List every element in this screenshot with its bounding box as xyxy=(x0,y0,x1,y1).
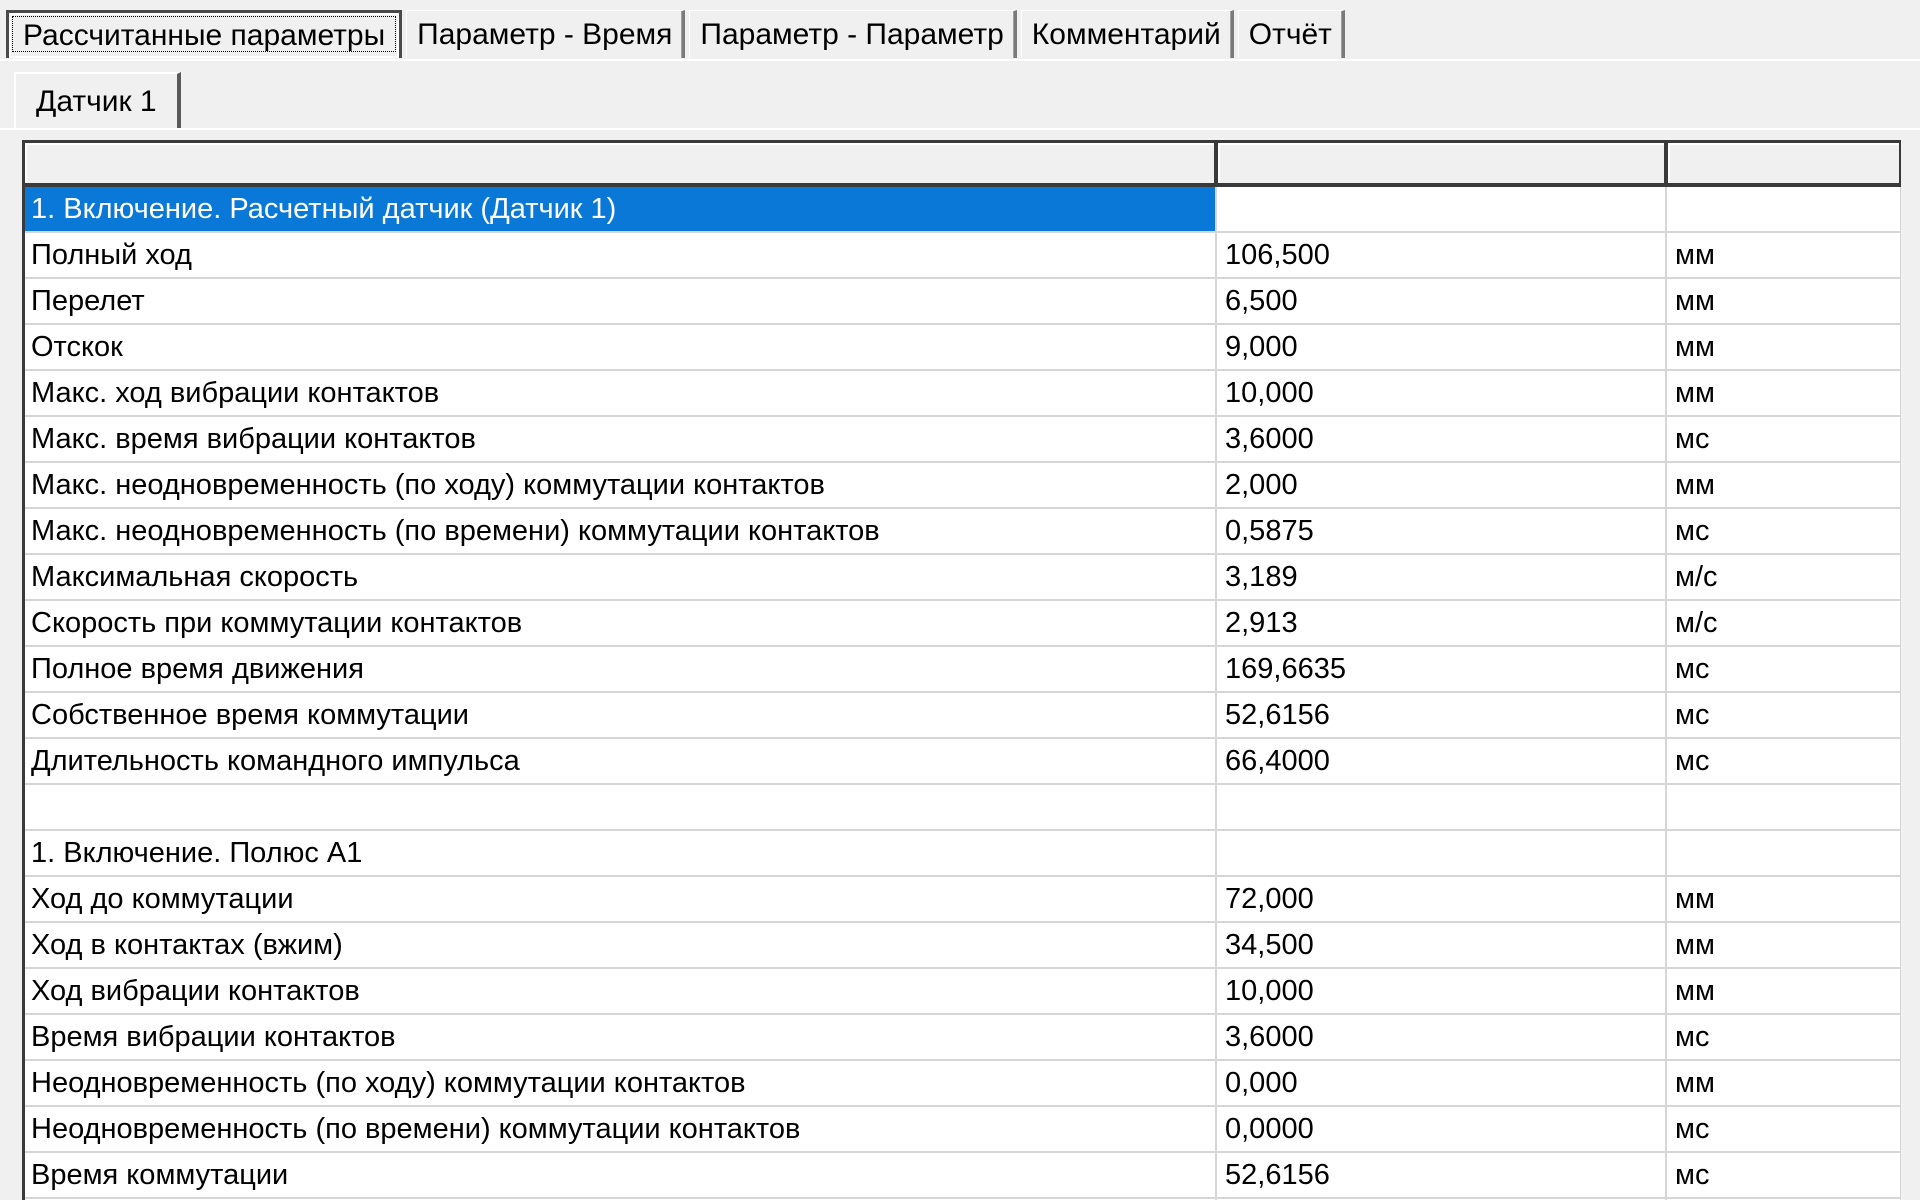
cell-unit[interactable] xyxy=(1666,185,1901,232)
cell-unit[interactable]: мм xyxy=(1666,922,1901,968)
column-header-name[interactable] xyxy=(25,143,1216,185)
table-row[interactable] xyxy=(25,232,1901,278)
cell-unit[interactable]: м/с xyxy=(1666,554,1901,600)
cell-unit[interactable]: мм xyxy=(1666,232,1901,278)
cell-value[interactable]: 3,6000 xyxy=(1216,1014,1666,1060)
table-row[interactable] xyxy=(25,1014,1901,1060)
cell-name[interactable]: 1. Включение. Расчетный датчик (Датчик 1) xyxy=(25,185,1216,232)
cell-unit[interactable]: мс xyxy=(1666,416,1901,462)
cell-value[interactable]: 66,4000 xyxy=(1216,738,1666,784)
cell-unit[interactable]: мс xyxy=(1666,1152,1901,1198)
tab-parameter-parameter[interactable]: Параметр - Параметр xyxy=(689,10,1016,58)
cell-unit[interactable]: мм xyxy=(1666,1060,1901,1106)
empty-row[interactable] xyxy=(25,784,1901,830)
cell-value[interactable]: 2,000 xyxy=(1216,462,1666,508)
table-row[interactable] xyxy=(25,462,1901,508)
cell-value[interactable]: 34,500 xyxy=(1216,922,1666,968)
cell-value[interactable] xyxy=(1216,830,1666,876)
cell-name[interactable]: Максимальная скорость xyxy=(25,554,1216,600)
table-row[interactable] xyxy=(25,738,1901,784)
cell-value[interactable]: 0,000 xyxy=(1216,1060,1666,1106)
table-row[interactable] xyxy=(25,1060,1901,1106)
tab-strip-divider xyxy=(0,59,1920,61)
cell-name[interactable]: Макс. неодновременность (по времени) коммутации контактов xyxy=(25,508,1216,554)
table-row[interactable] xyxy=(25,508,1901,554)
cell-unit[interactable]: мм xyxy=(1666,370,1901,416)
table-row[interactable] xyxy=(25,600,1901,646)
table-row[interactable] xyxy=(25,554,1901,600)
tab-sensor-1[interactable]: Датчик 1 xyxy=(14,72,181,130)
cell-name[interactable]: Перелет xyxy=(25,278,1216,324)
cell-unit[interactable]: мс xyxy=(1666,646,1901,692)
cell-value[interactable]: 52,6156 xyxy=(1216,692,1666,738)
cell-unit[interactable]: мс xyxy=(1666,692,1901,738)
cell-name[interactable]: Скорость при коммутации контактов xyxy=(25,600,1216,646)
cell-value[interactable]: 2,913 xyxy=(1216,600,1666,646)
tab-report[interactable]: Отчёт xyxy=(1238,10,1345,58)
table-row[interactable] xyxy=(25,324,1901,370)
cell-value[interactable] xyxy=(1216,784,1666,830)
group-header-row[interactable] xyxy=(25,830,1901,876)
cell-name[interactable]: Макс. время вибрации контактов xyxy=(25,416,1216,462)
cell-name[interactable]: Полное время движения xyxy=(25,646,1216,692)
cell-name[interactable]: Ход в контактах (вжим) xyxy=(25,922,1216,968)
cell-value[interactable]: 3,189 xyxy=(1216,554,1666,600)
cell-name[interactable]: Неодновременность (по времени) коммутации контактов xyxy=(25,1106,1216,1152)
table-row[interactable] xyxy=(25,370,1901,416)
cell-value[interactable]: 52,6156 xyxy=(1216,1152,1666,1198)
cell-name[interactable]: Время вибрации контактов xyxy=(25,1014,1216,1060)
cell-value[interactable]: 0,0000 xyxy=(1216,1106,1666,1152)
cell-unit[interactable]: мм xyxy=(1666,968,1901,1014)
table-row[interactable] xyxy=(25,416,1901,462)
cell-name[interactable]: Длительность командного импульса xyxy=(25,738,1216,784)
cell-unit[interactable]: мс xyxy=(1666,738,1901,784)
grid-header-row xyxy=(25,143,1901,185)
cell-value[interactable] xyxy=(1216,185,1666,232)
cell-name[interactable]: Собственное время коммутации xyxy=(25,692,1216,738)
cell-value[interactable]: 106,500 xyxy=(1216,232,1666,278)
cell-name[interactable]: Время коммутации xyxy=(25,1152,1216,1198)
parameters-grid[interactable] xyxy=(22,140,1901,1200)
table-row[interactable] xyxy=(25,876,1901,922)
sub-tab-divider xyxy=(0,128,1920,130)
cell-name[interactable]: Полный ход xyxy=(25,232,1216,278)
column-header-value[interactable] xyxy=(1216,143,1666,185)
cell-unit[interactable]: м/с xyxy=(1666,600,1901,646)
cell-name[interactable]: Неодновременность (по ходу) коммутации контактов xyxy=(25,1060,1216,1106)
cell-unit[interactable]: мм xyxy=(1666,324,1901,370)
table-row[interactable] xyxy=(25,922,1901,968)
cell-name[interactable]: Отскок xyxy=(25,324,1216,370)
cell-value[interactable]: 72,000 xyxy=(1216,876,1666,922)
cell-name[interactable] xyxy=(25,784,1216,830)
cell-name[interactable]: Макс. неодновременность (по ходу) коммутации контактов xyxy=(25,462,1216,508)
cell-value[interactable]: 169,6635 xyxy=(1216,646,1666,692)
cell-unit[interactable]: мм xyxy=(1666,876,1901,922)
cell-name[interactable]: Ход вибрации контактов xyxy=(25,968,1216,1014)
parameters-table xyxy=(25,143,1901,1200)
table-row[interactable] xyxy=(25,968,1901,1014)
cell-value[interactable]: 10,000 xyxy=(1216,968,1666,1014)
cell-unit[interactable]: мм xyxy=(1666,462,1901,508)
tab-comment[interactable]: Комментарий xyxy=(1021,10,1234,58)
group-header-row[interactable] xyxy=(25,185,1901,232)
main-tab-strip xyxy=(6,10,1349,58)
table-row[interactable] xyxy=(25,1152,1901,1198)
tab-calculated-parameters[interactable]: Рассчитанные параметры xyxy=(6,10,402,58)
tab-parameter-time[interactable]: Параметр - Время xyxy=(406,10,685,58)
table-row[interactable] xyxy=(25,646,1901,692)
cell-value[interactable]: 9,000 xyxy=(1216,324,1666,370)
cell-value[interactable]: 0,5875 xyxy=(1216,508,1666,554)
cell-name[interactable]: 1. Включение. Полюс А1 xyxy=(25,830,1216,876)
cell-unit[interactable] xyxy=(1666,830,1901,876)
grid-body xyxy=(25,185,1901,1200)
cell-name[interactable]: Ход до коммутации xyxy=(25,876,1216,922)
cell-unit[interactable]: мс xyxy=(1666,1106,1901,1152)
cell-name[interactable]: Макс. ход вибрации контактов xyxy=(25,370,1216,416)
cell-unit[interactable]: мс xyxy=(1666,508,1901,554)
cell-unit[interactable] xyxy=(1666,784,1901,830)
cell-value[interactable]: 3,6000 xyxy=(1216,416,1666,462)
column-header-unit[interactable] xyxy=(1666,143,1901,185)
cell-unit[interactable]: мм xyxy=(1666,278,1901,324)
cell-unit[interactable]: мс xyxy=(1666,1014,1901,1060)
cell-value[interactable]: 10,000 xyxy=(1216,370,1666,416)
table-row[interactable] xyxy=(25,692,1901,738)
cell-value[interactable]: 6,500 xyxy=(1216,278,1666,324)
table-row[interactable] xyxy=(25,1106,1901,1152)
table-row[interactable] xyxy=(25,278,1901,324)
